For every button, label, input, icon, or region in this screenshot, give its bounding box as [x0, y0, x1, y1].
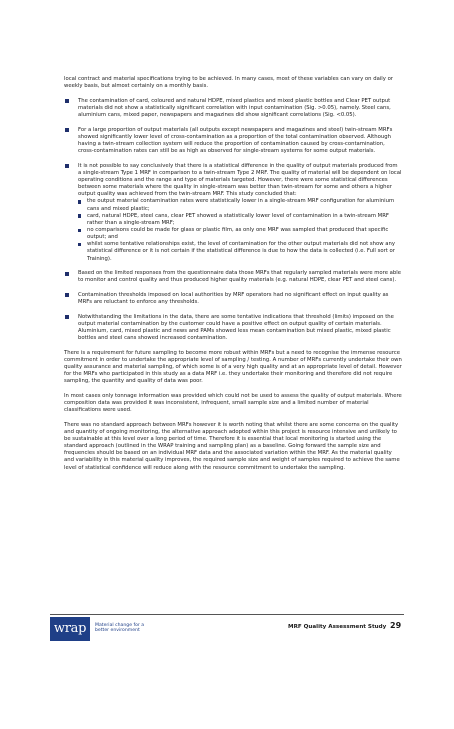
sub-bullet-item: the output material contamination rates were statistically lower in a single-stream MRF configuration for aluminium cans and mixed plastic;: [78, 198, 402, 212]
body-text: [64, 76, 402, 479]
bullet-item: [64, 163, 402, 263]
bullet-item: [64, 292, 402, 306]
bullet-text: Contamination thresholds imposed on local authorities by MRF operators had no significant effect on input quality as MRFs are reluctant to enforce any thresholds.: [78, 291, 389, 306]
bullet-text: For a large proportion of output materials (all outputs except newspapers and magazines and steel) twin-stream MRFs showed significantly lower level of cross-contamination as a proportion of the total contamination observed. Although having a twin-stream collection system will reduce the proportion of contamination caused by cross-contamination, cross-contamination rates can still be as high as observed for single-stream systems for some output materials.: [78, 126, 393, 155]
bullet-item: [64, 314, 402, 343]
bullet-item: [64, 98, 402, 119]
wrap-logo: wrap: [50, 617, 90, 641]
paragraph: In most cases only tonnage information was provided which could not be used to assess the quality of output materials. Where composition data was provided it was inconsistent, infrequent, small sample size and a limited number of material classifications were used.: [64, 392, 402, 414]
sub-bullet-item: no comparisons could be made for glass or plastic film, as only one MRF was sampled that produced that specific output; and: [78, 227, 402, 241]
page-number: 29: [390, 621, 402, 630]
paragraph: There was no standard approach between MRFs however it is worth noting that whilst there are some concerns on the quality and quantity of ongoing monitoring, the alternative approach adopted within this project is resource intensive and unlikely to be sustainable at this level over a long period of time. Therefore it is essential that local monitoring is started using the standard approach (outlined in the WRAP training and sampling plan) as a baseline. Going forward the sample size and frequencies should be based on an individual MRF data and the associated variation within the MRF. As the material quality and variability in this material quality improves, the required sample size and weight of samples required to achieve the same level of statistical confidence will reduce along with the resource commitment to undertake the sampling.: [64, 421, 400, 471]
bullet-text: Notwithstanding the limitations in the data, there are some tentative indications that threshold (limits) imposed on the output material contamination by the customer could have a positive effect on output quality of certain materials. Aluminium, card, mixed plastic and news and PAMs showed less mean contamination but mixed plastic, mixed plastic bottles and steel cans showed increased contamination.: [78, 313, 394, 342]
sub-bullet-item: whilst some tentative relationships exist, the level of contamination for the other output materials did not show any statistical difference or it is not certain if the statistical difference is due to how the data is collected (i.e. Full sort or Training).: [78, 241, 402, 262]
sub-bullet-item: card, natural HDPE, steel cans, clear PET showed a statistically lower level of contamination in a twin-stream MRF rather than a single-stream MRF;: [78, 213, 402, 227]
bullet-text: It is not possible to say conclusively that there is a statistical difference in the quality of output materials produced from a single-stream Type 1 MRF in comparison to a twin-stream Type 2 MRF. The quality of material will be dependent on local operating conditions and the range and type of materials targeted. However, there were some statistical differences between some materials where the quality in single-stream was better than twin-stream for some and others a higher output quality was achieved from the twin-stream MRF. This study concluded that:: [78, 162, 402, 198]
footer-title: MRF Quality Assessment Study: [288, 624, 387, 630]
bullet-text: Based on the limited responses from the questionnaire data those MRFs that regularly sampled materials were more able to monitor and control quality and thus produced higher quality materials (e.g. natural HDPE, clear PET and steel cans).: [78, 270, 402, 284]
logo-tagline: Material change for a better environment: [95, 623, 145, 634]
bullet-item: [64, 127, 402, 156]
paragraph-intro: local contract and material specifications trying to be achieved. In many cases, most of these variables can vary on daily or weekly basis, but almost certainly on a monthly basis.: [64, 76, 393, 90]
footer-divider: [50, 614, 404, 615]
bullet-item: [64, 270, 402, 284]
bullet-text: The contamination of card, coloured and natural HDPE, mixed plastics and mixed plastic bottles and Clear PET output materials did not show a statistically significant correlation with input contamination (Sig. >0.05), namely. Steel cans, aluminium cans, mixed paper, newspapers and magazines did show significant correlations (Sig. <0.05).: [78, 97, 391, 119]
paragraph: There is a requirement for future sampling to become more robust within MRFs but a need to recognise the immense resource commitment in order to undertake the appropriate level of sampling / testing. A number of MRFs currently undertake their own quality assurance and material sampling, of which some is of a very high quality and at an appropriate level of detail. However for the MRFs who participated in this study as a data MRF i.e. they undertake their monitoring and therefore did not require sampling, the quantity and quality of data was poor.: [64, 349, 402, 385]
